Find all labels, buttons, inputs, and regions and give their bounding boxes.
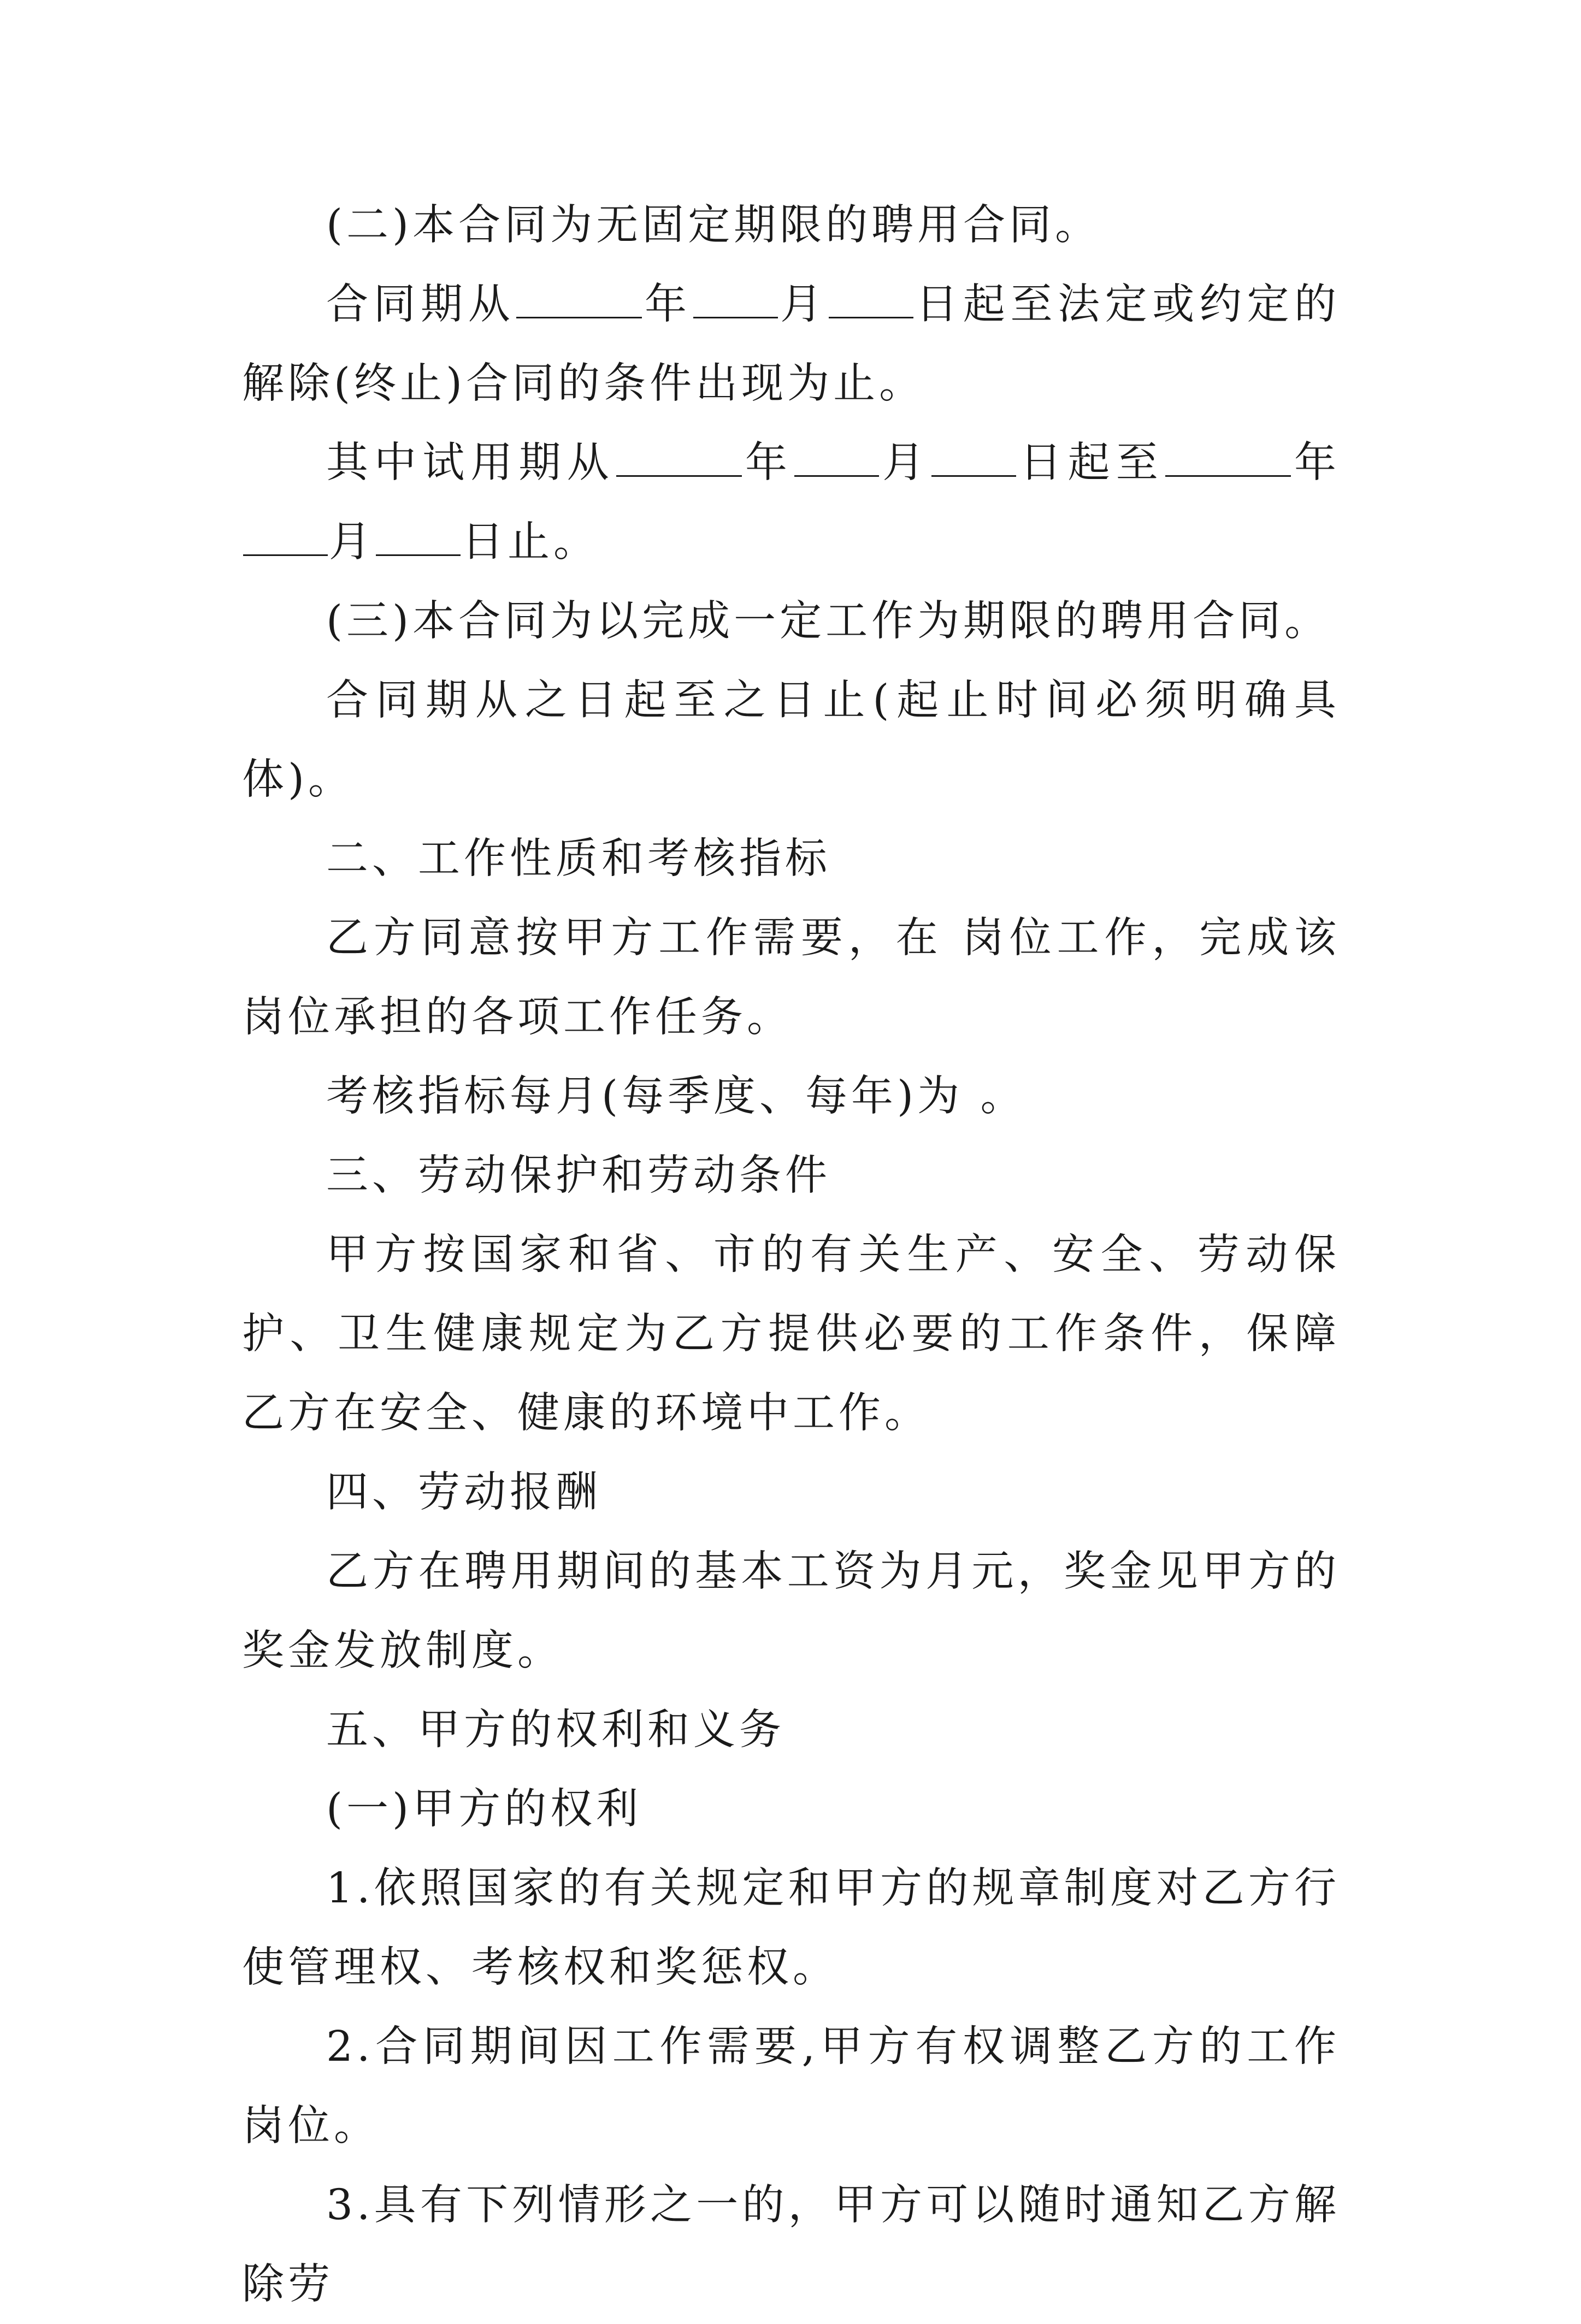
list-item: 3.具有下列情形之一的，甲方可以随时通知乙方解除劳 <box>242 2181 1340 2309</box>
paragraph-with-date-blanks: 其中试用期从 年 月 日起至 年月 日止。 <box>242 423 1340 582</box>
paragraph: 乙方在聘用期间的基本工资为月元，奖金见甲方的奖金发放制度。 <box>242 1547 1340 1675</box>
document-body <box>242 186 1340 2324</box>
paragraph-with-date-blanks: 合同期从 年 月 日起至法定或约定的解除(终止)合同的条件出现为止。 <box>242 265 1340 423</box>
paragraph: (二)本合同为无固定期限的聘用合同。 <box>326 201 1101 250</box>
subsection-heading: (一)甲方的权利 <box>326 1785 642 1834</box>
blank-line <box>243 515 328 556</box>
section-heading: 三、劳动保护和劳动条件 <box>326 1151 831 1200</box>
list-item: 2.合同期间因工作需要,甲方有权调整乙方的工作岗位。 <box>242 2023 1340 2150</box>
paragraph: 考核指标每月(每季度、每年)为 。 <box>326 1072 1027 1121</box>
section-heading: 二、工作性质和考核指标 <box>326 835 831 883</box>
paragraph: 乙方同意按甲方工作需要，在 岗位工作，完成该岗位承担的各项工作任务。 <box>242 914 1340 1042</box>
blank-line <box>794 435 879 477</box>
blank-line <box>376 515 461 556</box>
section-heading: 四、劳动报酬 <box>326 1468 601 1517</box>
list-item: 1.依照国家的有关规定和甲方的规章制度对乙方行使管理权、考核权和奖惩权。 <box>242 1864 1340 1992</box>
blank-line <box>829 277 913 318</box>
blank-line <box>516 277 642 318</box>
paragraph: (三)本合同为以完成一定工作为期限的聘用合同。 <box>326 597 1331 646</box>
paragraph: 合同期从之日起至之日止(起止时间必须明确具体)。 <box>242 676 1340 804</box>
blank-line <box>693 277 778 318</box>
section-heading: 五、甲方的权利和义务 <box>326 1706 785 1754</box>
blank-line <box>931 435 1016 477</box>
blank-line <box>1165 435 1291 477</box>
paragraph: 甲方按国家和省、市的有关生产、安全、劳动保护、卫生健康规定为乙方提供必要的工作条件，保障乙方在安全、健康的环境中工作。 <box>242 1231 1340 1438</box>
blank-line <box>616 435 742 477</box>
